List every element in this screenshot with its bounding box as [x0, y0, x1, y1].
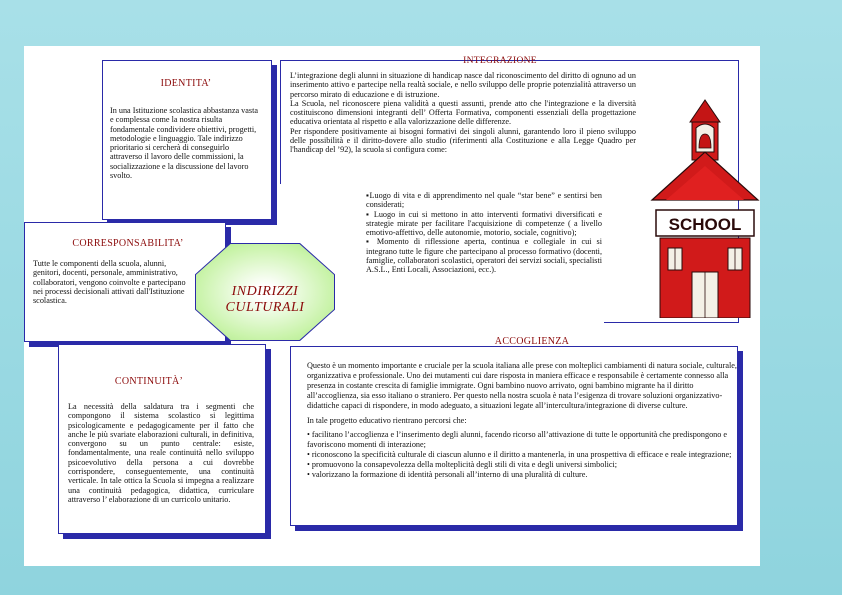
identita-text: In una Istituzione scolastica abbastanza vasta e complessa come la nostra risulta fondamentale condividere obiettivi, progetti, metodologie e linguaggio. Tale indirizzo prioritario si cercherà di conseguirlo attraverso il lavoro delle commissioni, la socializzazione e la discussione del lavoro svolto. [110, 106, 258, 181]
continuita-title: CONTINUITÀ’ [114, 376, 184, 387]
integrazione-frame-left [280, 60, 281, 184]
accoglienza-p1: Questo è un momento importante e cruciale per la scuola italiana alle prese con molteplici cambiamenti di natura sociale, culturale, organizzativa e professionale. Uno dei mutamenti cui dare risposta in maniera efficace e responsabile è certamente connesso alla presenza in costante crescita di famiglie immigrate. Ogni bambino nuovo arrivato, ogni bambino migrante ha il diritto all’accoglienza, sia esso italiano o straniero. Per questo nella nostra scuola è nata l’esigenza di trovare soluzioni organizzativo-didattiche capaci di rispondere, in modo adeguato, a situazioni legate all’intercultura/integrazione di diverse culture. [307, 361, 737, 410]
accoglienza-bullet-3: • promuovono la consapevolezza della molteplicità degli stili di vita e degli universi simbolici; [307, 460, 618, 469]
integrazione-bullet-2: ▪ Luogo in cui si mettono in atto interventi formativi diversificati e strategie mirate per facilitare l'acquisizione di competenze ( a livello emotivo-affettivo, delle autonomie, motorio, sociale, cognitivo); [366, 209, 602, 238]
bell-icon [699, 134, 711, 148]
integrazione-bullets [366, 191, 602, 275]
corresponsabilita-text: Tutte le componenti della scuola, alunni, genitori, docenti, personale, amministrativo, collaboratori, vengono coinvolte e partecipano nei processi decisionali attivati dall'Istituzione scolastica. [33, 259, 186, 306]
integrazione-p3: Per rispondere positivamente ai bisogni formativi dei singoli alunni, garantendo loro il pieno sviluppo delle possibilità e il diritto-dovere allo studio (riferimenti alla Costituzione e alla Legge Quadro per l'handicap del ’92), la scuola si configura come: [290, 126, 636, 155]
integrazione-bullet-1: ▪Luogo di vita e di apprendimento nel quale “star bene” e sentirsi ben considerati; [366, 191, 602, 210]
schoolhouse-illustration [646, 82, 764, 318]
accoglienza-title: ACCOGLIENZA [494, 336, 570, 347]
integrazione-title: INTEGRAZIONE [463, 56, 537, 66]
center-label-line2: CULTURALI [225, 300, 305, 315]
continuita-text: La necessità della saldatura tra i segmenti che compongono il sistema scolastico si legittima psicologicamente e pedagogicamente per il fatto che anche le più svariate elaborazioni culturali, in definitiva, convergono su un punto centrale: esiste, fondamentalmente, una reale continuità nello sviluppo psicoevolutivo della persona a cui dovrebbe corrispondere, conseguentemente, una continuità verticale. In tale ottica la Scuola si impegna a realizzare una continuità pedagogica, didattica, curriculare attraverso l’ elaborazione di un curricolo unitario. [68, 402, 254, 504]
accoglienza-p2: In tale progetto educativo rientrano percorsi che: [307, 416, 467, 425]
school-sign-text: SCHOOL [668, 215, 742, 234]
accoglienza-bullet-2: • riconoscono la specificità culturale di ciascun alunno e il diritto a mantenerla, in una prospettiva di efficace e reale integrazione; [307, 450, 732, 459]
center-label [196, 284, 334, 316]
integrazione-p2: La Scuola, nel riconoscere piena validità a questi assunti, prende atto che l'integrazione e la diversità costituiscono dimensioni integranti dell’ Offerta Formativa, componenti essenziali della progettazione educativa orientata al rispetto e alla valorizzazione delle differenze. [290, 98, 636, 127]
accoglienza-text [307, 361, 737, 480]
accoglienza-bullet-1: • facilitano l’accoglienza e l’inserimento degli alunni, facendo ricorso all’attivazione di tutte le opportunità che predispongono e favoriscono momenti di interazione; [307, 430, 728, 449]
identita-title: IDENTITA’ [160, 78, 212, 89]
accoglienza-bullet-4: • valorizzano la formazione di identità personali all’interno di una pluralità di culture. [307, 470, 588, 479]
integrazione-bullet-3: ▪ Momento di riflessione aperta, continua e collegiale in cui si integrano tutte le figure che partecipano al processo formativo (docenti, famiglie, collaboratori scolastici, operatori dei servizi sociali, specialisti A.S.L., Enti Locali, Associazioni, ecc.). [366, 237, 602, 275]
integrazione-p1: L’integrazione degli alunni in situazione di handicap nasce dal riconoscimento del diritto di ognuno ad un inserimento attivo e partecipe nella realtà sociale, e nello sviluppo delle proprie potenzialità attraverso un percorso mirato di educazione e di istruzione. [290, 71, 636, 99]
integrazione-frame-bottom [604, 322, 739, 323]
center-label-line1: INDIRIZZI [231, 284, 299, 299]
corresponsabilita-title: CORRESPONSABILITA’ [72, 238, 184, 249]
integrazione-text [290, 71, 636, 155]
